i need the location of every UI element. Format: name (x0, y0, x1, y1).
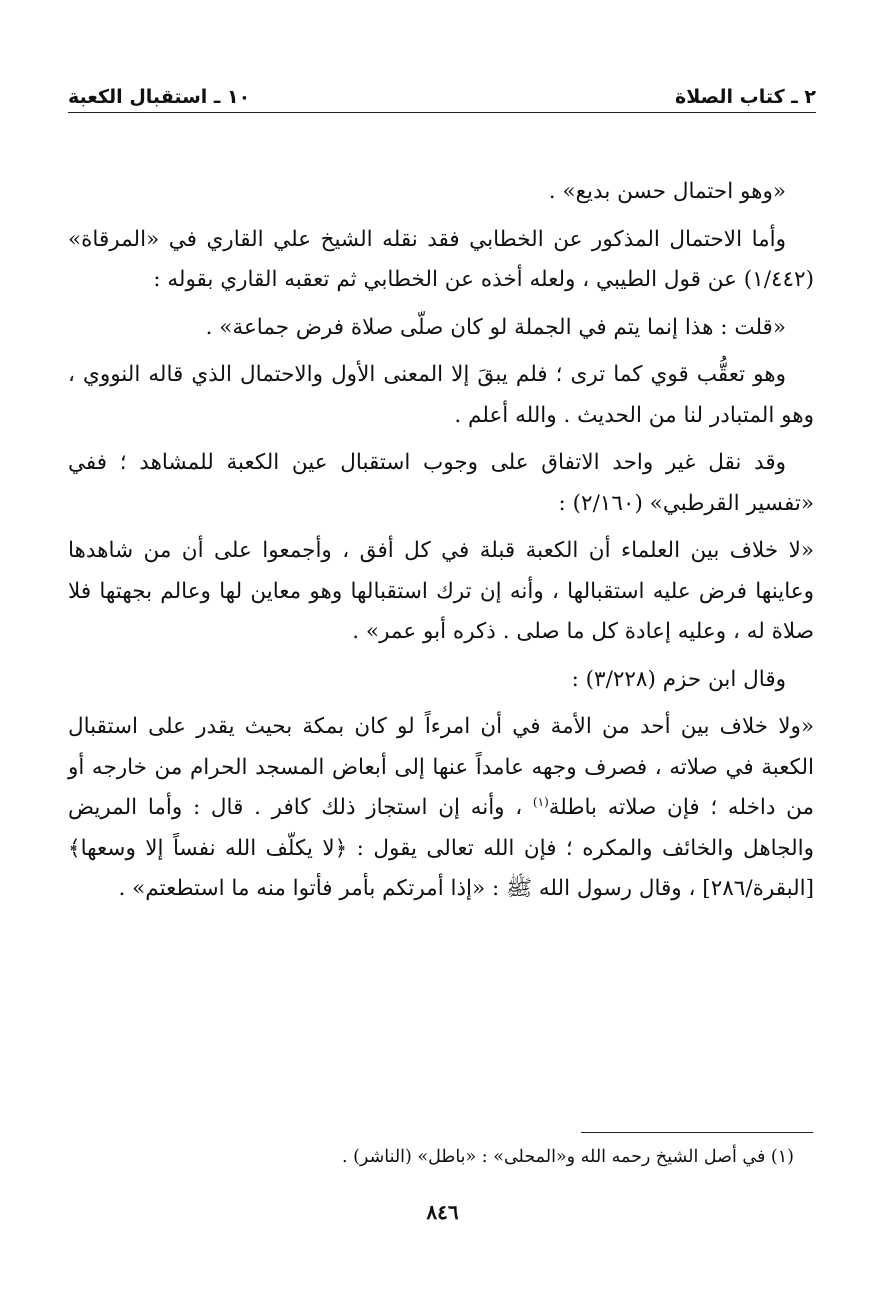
paragraph-8-end: ، وأنه إن استجاز ذلك كافر . قال : وأما المريض والجاهل والخائف والمكره ؛ فإن الله تعالى يقول : ﴿لا يكلّف الله نفساً إلا وسعها﴾ [البقرة/٢٨٦] ، وقال رسول الله ﷺ : «إذا أمرتكم بأمر فأتوا منه ما استطعتم» . (68, 795, 814, 901)
footnote-text: (١) في أصل الشيخ رحمه الله و«المحلى» : «باطل» (الناشر) . (341, 1147, 794, 1167)
paragraph-6: «لا خلاف بين العلماء أن الكعبة قبلة في كل أفق ، وأجمعوا على أن من شاهدها وعاينها فرض عليه استقبالها ، وأنه إن ترك استقبالها وهو معاين لها وعالم بجهتها فلا صلاة له ، وعليه إعادة كل ما صلى . ذكره أبو عمر» . (68, 538, 814, 644)
footnote-divider (581, 1132, 813, 1133)
paragraph-5: وقد نقل غير واحد الاتفاق على وجوب استقبال عين الكعبة للمشاهد ؛ ففي «تفسير القرطبي» (٢/١٦٠) : (68, 450, 814, 516)
paragraph-3: «قلت : هذا إنما يتم في الجملة لو كان صلّى صلاة فرض جماعة» . (205, 314, 786, 340)
section-title: ١٠ ـ استقبال الكعبة (68, 86, 251, 108)
book-title: ٢ ـ كتاب الصلاة (675, 86, 816, 108)
footnote (68, 1142, 814, 1172)
paragraph-1: «وهو احتمال حسن بديع» . (548, 179, 786, 204)
paragraph-8 (68, 707, 814, 910)
paragraph-7: وقال ابن حزم (٣/٢٢٨) : (571, 666, 786, 692)
paragraph-2: وأما الاحتمال المذكور عن الخطابي فقد نقله الشيخ علي القاري في «المرقاة» (١/٤٤٢) عن قول الطيبي ، ولعله أخذه عن الخطابي ثم تعقبه القاري بقوله : (68, 226, 814, 292)
page-number: ٨٤٦ (426, 1200, 459, 1224)
main-text (68, 172, 814, 917)
running-header (68, 82, 816, 113)
paragraph-4: وهو تعقُّب قوي كما ترى ؛ فلم يبقَ إلا المعنى الأول والاحتمال الذي قاله النووي ، وهو المتبادر لنا من الحديث . والله أعلم . (68, 362, 814, 428)
paragraph-8-start: «ولا خلاف بين أحد من الأمة في أن امرءاً لو كان بمكة بحيث يقدر على استقبال الكعبة في صلاته ، فصرف وجهه عامداً عنها إلى أبعاض المسجد الحرام من خارجه أو من داخله ؛ فإن صلاته باطلة (68, 714, 814, 820)
footnote-reference[interactable]: (١) (532, 794, 549, 809)
